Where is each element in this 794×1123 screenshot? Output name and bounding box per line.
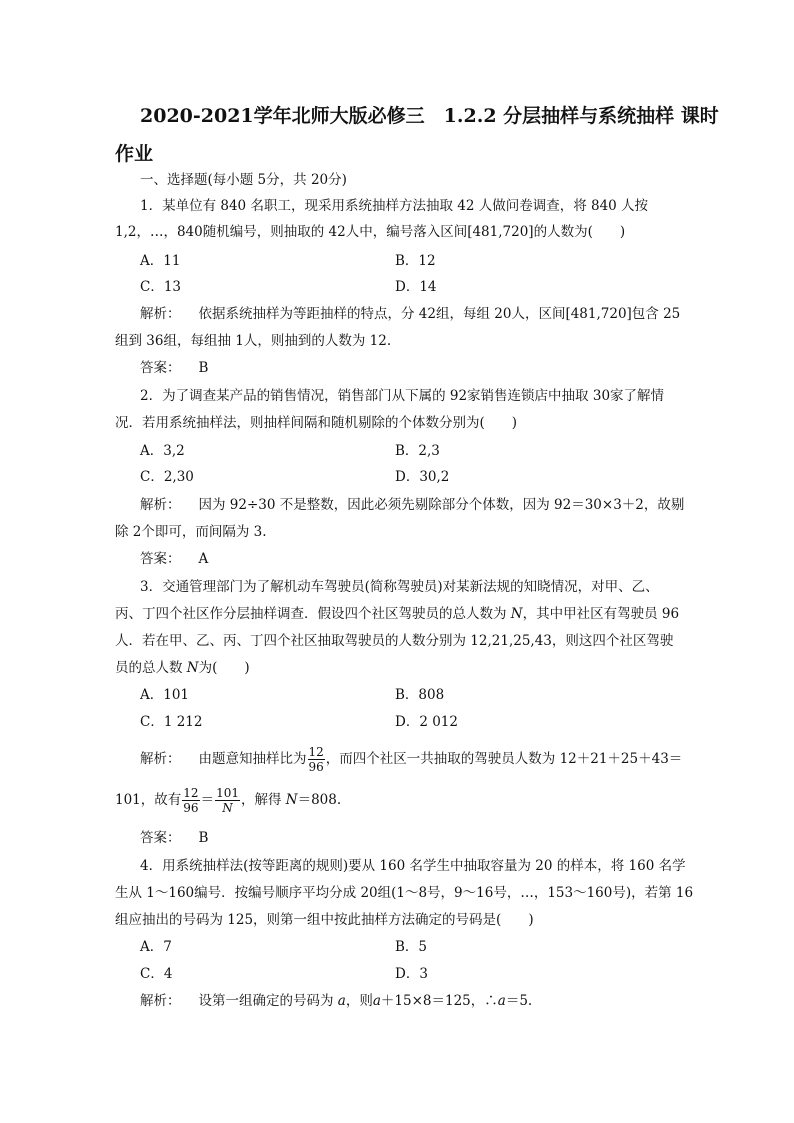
- q4-analysis-text: ＝5.: [505, 993, 533, 1009]
- equals-sign: ＝: [200, 792, 215, 808]
- variable-a: a: [372, 993, 381, 1009]
- q3-stem-line-2: [115, 604, 679, 624]
- q3-stem-line-3: 人．若在甲、乙、丙、丁四个社区抽取驾驶员的人数分别为 12,21,25,43，则这四个社区驾驶: [115, 633, 674, 649]
- q4-analysis-text: ，则: [345, 993, 373, 1009]
- fraction-numerator: 12: [308, 745, 324, 759]
- fraction-denominator: 96: [308, 760, 324, 774]
- section-heading: 一、选择题(每小题 5分，共 20分): [140, 172, 347, 188]
- q1-answer: [140, 358, 208, 378]
- variable-n: N: [510, 606, 523, 622]
- fraction-numerator: 12: [183, 786, 199, 800]
- q3-stem-text: ，其中甲社区有驾驶员 96: [522, 606, 680, 622]
- document-title: [115, 97, 719, 173]
- q2-stem-line-1: 2．为了调查某产品的销售情况，销售部门从下属的 92家销售连锁店中抽取 30家了解情: [140, 388, 665, 404]
- q3-option-d: D．2 012: [395, 714, 458, 730]
- analysis-label: 解析：: [140, 497, 181, 513]
- variable-a: a: [497, 993, 506, 1009]
- q4-option-b: B．5: [395, 939, 428, 955]
- analysis-label: 解析：: [140, 306, 181, 322]
- q2-stem-line-2: 况．若用系统抽样法，则抽样间隔和随机剔除的个体数分别为( ): [115, 415, 518, 431]
- q3-analysis-text: ，解得: [240, 792, 286, 808]
- fraction-denominator: N: [222, 801, 233, 815]
- q4-analysis-line-1: [140, 991, 532, 1011]
- answer-label: 答案：: [140, 830, 181, 846]
- fraction: [182, 786, 199, 815]
- q3-stem-text: 为( ): [198, 660, 250, 676]
- variable-a: a: [337, 993, 346, 1009]
- q4-stem-line-3: 组应抽出的号码为 125，则第一组中按此抽样方法确定的号码是( ): [115, 912, 534, 928]
- q4-analysis-text: 设第一组确定的号码为: [198, 993, 338, 1009]
- q3-answer-value: B: [198, 830, 209, 846]
- answer-label: 答案：: [140, 360, 181, 376]
- q2-analysis-text: 因为 92÷30 不是整数，因此必须先剔除部分个体数，因为 92＝30×3＋2，故剔: [198, 497, 685, 513]
- q4-option-c: C．4: [140, 966, 173, 982]
- q2-option-b: B．2,3: [395, 443, 440, 459]
- q2-answer: [140, 549, 208, 569]
- q2-option-d: D．30,2: [395, 469, 450, 485]
- q3-analysis-text: ，而四个社区一共抽取的驾驶员人数为 12＋21＋25＋43＝: [325, 751, 683, 767]
- analysis-label: 解析：: [140, 993, 181, 1009]
- q2-option-a: A．3,2: [140, 443, 185, 459]
- variable-n: N: [186, 660, 199, 676]
- q3-answer: [140, 828, 208, 848]
- q1-stem-line-1: 1．某单位有 840 名职工，现采用系统抽样方法抽取 42 人做问卷调查，将 840 人按: [140, 198, 649, 214]
- q3-option-b: B．808: [395, 687, 445, 703]
- answer-label: 答案：: [140, 551, 181, 567]
- q3-analysis-line-2: [115, 785, 341, 815]
- q1-option-d: D．14: [395, 279, 437, 295]
- fraction: [215, 786, 240, 815]
- q3-analysis-text: 由题意知抽样比为: [198, 751, 307, 767]
- fraction: [308, 745, 325, 774]
- title-line-2: 作业: [115, 143, 154, 165]
- title-line-1: 2020-2021学年北师大版必修三 1.2.2 分层抽样与系统抽样 课时: [140, 105, 719, 127]
- q4-option-d: D．3: [395, 966, 428, 982]
- q3-analysis-line-1: [140, 744, 682, 774]
- q1-option-c: C．13: [140, 279, 182, 295]
- q3-analysis-text: ＝808.: [297, 792, 342, 808]
- q4-option-a: A．7: [140, 939, 172, 955]
- q3-analysis-text: 101，故有: [115, 792, 182, 808]
- q3-stem-text: 员的总人数: [115, 660, 187, 676]
- q1-stem-line-2: 1,2，…，840随机编号，则抽取的 42人中，编号落入区间[481,720]的人数为( ): [115, 224, 626, 240]
- fraction-numerator: 101: [216, 786, 239, 800]
- q3-option-c: C．1 212: [140, 714, 203, 730]
- q2-analysis-line-2: 除 2个即可，而间隔为 3.: [115, 524, 267, 540]
- q1-analysis-text: 依据系统抽样为等距抽样的特点，分 42组，每组 20人，区间[481,720]包含 25: [198, 306, 681, 322]
- q3-stem-line-1: 3．交通管理部门为了解机动车驾驶员(简称驾驶员)对某新法规的知晓情况，对甲、乙、: [140, 579, 659, 595]
- q1-option-b: B．12: [395, 253, 436, 269]
- q1-analysis-line-1: [140, 304, 680, 324]
- variable-n: N: [285, 792, 298, 808]
- q1-option-a: A．11: [140, 253, 181, 269]
- q3-stem-line-4: [115, 658, 250, 678]
- fraction-denominator: 96: [183, 801, 199, 815]
- q2-answer-value: A: [198, 551, 209, 567]
- q4-stem-line-2: 生从 1～160编号．按编号顺序平均分成 20组(1～8号，9～16号，…，153～160号)，若第 16: [115, 885, 694, 901]
- q2-analysis-line-1: [140, 495, 684, 515]
- q2-option-c: C．2,30: [140, 469, 194, 485]
- q3-option-a: A．101: [140, 687, 190, 703]
- q1-answer-value: B: [198, 360, 209, 376]
- q4-analysis-text: ＋15×8＝125，∴: [380, 993, 498, 1009]
- q4-stem-line-1: 4．用系统抽样法(按等距离的规则)要从 160 名学生中抽取容量为 20 的样本，将 160 名学: [140, 858, 686, 874]
- analysis-label: 解析：: [140, 751, 181, 767]
- q1-analysis-line-2: 组到 36组，每组抽 1人，则抽到的人数为 12.: [115, 333, 392, 349]
- q3-stem-text: 丙、丁四个社区作分层抽样调查．假设四个社区驾驶员的总人数为: [115, 606, 511, 622]
